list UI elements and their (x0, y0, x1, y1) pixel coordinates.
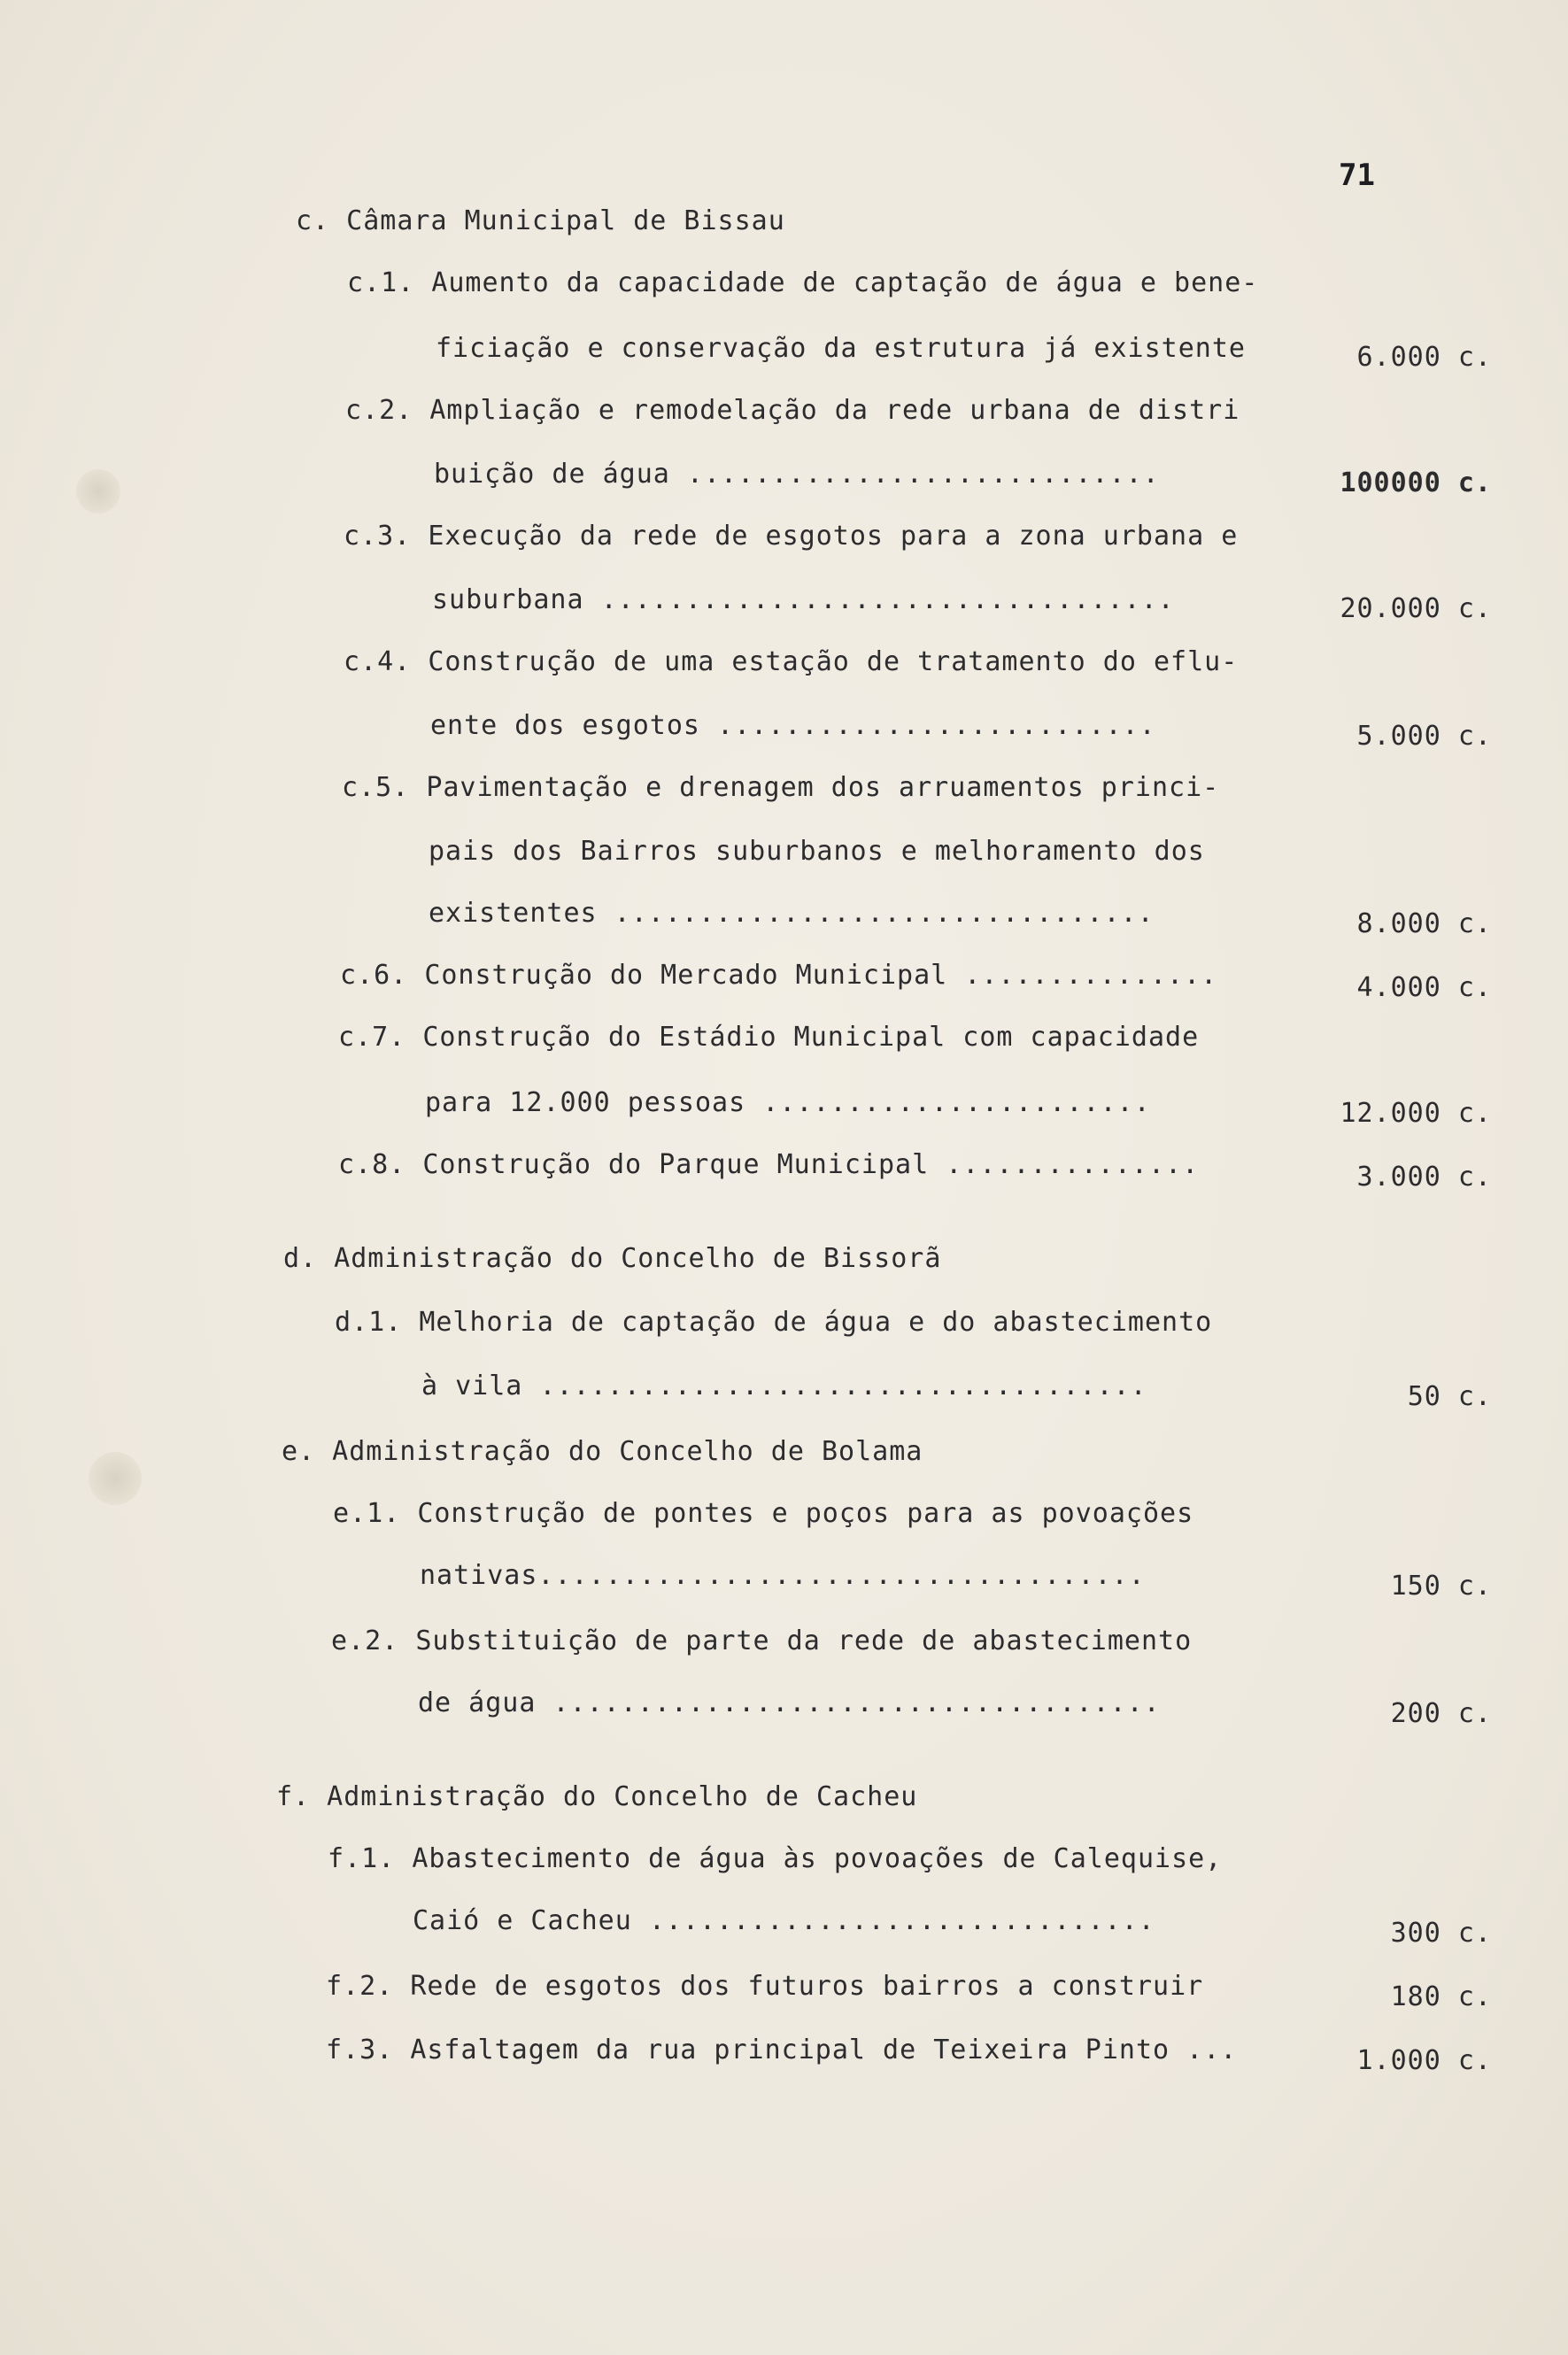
section-heading-f: f. Administração do Concelho de Cacheu (276, 1781, 918, 1812)
item-c3-line-1 (344, 521, 1238, 552)
item-text: Ampliação e remodelação da rede urbana de distri (429, 395, 1240, 426)
item-c1-amount: 6.000 c. (1356, 342, 1492, 373)
item-text: Substituição de parte da rede de abastecimento (415, 1625, 1193, 1656)
item-f2-line-1 (326, 1971, 1203, 2002)
item-d1-line-1 (335, 1307, 1212, 1338)
item-text: Construção do Parque Municipal ............... (422, 1149, 1200, 1180)
item-code: c.3. (344, 521, 412, 552)
item-c1-line-1 (347, 267, 1258, 298)
item-text: Execução da rede de esgotos para a zona urbana e (428, 521, 1239, 552)
item-text: Pavimentação e drenagem dos arruamentos princi- (426, 772, 1220, 803)
item-e1-line-2: nativas.................................... (420, 1560, 1146, 1591)
item-f1-line-1 (328, 1843, 1222, 1874)
item-text: Construção do Estádio Municipal com capacidade (422, 1022, 1200, 1053)
item-c2-line-1 (345, 395, 1240, 426)
item-f3-amount: 1.000 c. (1356, 2045, 1492, 2076)
item-text: Aumento da capacidade de captação de água e bene- (431, 267, 1259, 298)
item-c5-line-3: existentes ................................ (429, 898, 1155, 929)
item-c4-amount: 5.000 c. (1356, 721, 1492, 752)
item-code: e.1. (333, 1498, 401, 1529)
item-c2-line-2: buição de água ............................ (434, 459, 1160, 490)
page-number: 71 (1339, 158, 1375, 193)
item-code: c.7. (338, 1022, 406, 1053)
item-code: f.2. (326, 1971, 394, 2002)
item-c3-line-2: suburbana .................................. (432, 584, 1175, 615)
item-text: Construção de pontes e poços para as povoações (417, 1498, 1194, 1529)
punch-hole-mark (76, 469, 120, 513)
item-code: c.1. (347, 267, 415, 298)
item-c1-line-2: ficiação e conservação da estrutura já existente (436, 333, 1246, 364)
item-text: Asfaltagem da rua principal de Teixeira Pinto ... (410, 2035, 1238, 2065)
item-c7-line-1 (338, 1022, 1199, 1053)
item-code: c.8. (338, 1149, 406, 1180)
item-text: Melhoria de captação de água e do abastecimento (419, 1307, 1213, 1338)
item-e1-amount: 150 c. (1390, 1571, 1492, 1602)
item-c5-line-2: pais dos Bairros suburbanos e melhoramento dos (429, 836, 1205, 867)
item-c8-amount: 3.000 c. (1356, 1162, 1492, 1193)
item-c5-amount: 8.000 c. (1356, 908, 1492, 939)
item-f1-line-2: Caió e Cacheu .............................. (413, 1905, 1155, 1936)
item-f2-amount: 180 c. (1390, 1981, 1492, 2012)
item-e2-line-2: de água .................................... (418, 1687, 1161, 1718)
item-code: c.4. (344, 646, 412, 677)
item-c8-line-1 (338, 1149, 1199, 1180)
item-d1-amount: 50 c. (1407, 1381, 1492, 1412)
section-heading-c: c. Câmara Municipal de Bissau (296, 205, 785, 236)
item-c2-amount: 100000 c. (1340, 467, 1492, 498)
item-code: d.1. (335, 1307, 403, 1338)
item-c4-line-2: ente dos esgotos .......................... (430, 710, 1156, 741)
item-f3-line-1 (326, 2035, 1237, 2065)
item-f1-amount: 300 c. (1390, 1918, 1492, 1949)
item-e2-amount: 200 c. (1390, 1698, 1492, 1729)
section-heading-e: e. Administração do Concelho de Bolama (282, 1436, 923, 1467)
punch-hole-mark (89, 1452, 142, 1505)
item-e1-line-1 (333, 1498, 1193, 1529)
item-code: c.5. (342, 772, 410, 803)
item-text: Construção do Mercado Municipal ............... (424, 960, 1218, 991)
item-c6-amount: 4.000 c. (1356, 972, 1492, 1003)
section-heading-d: d. Administração do Concelho de Bissorã (283, 1243, 942, 1274)
item-c4-line-1 (344, 646, 1238, 677)
item-d1-line-2: à vila .................................... (421, 1371, 1147, 1401)
item-code: c.2. (345, 395, 413, 426)
item-text: Rede de esgotos dos futuros bairros a construir (410, 1971, 1204, 2002)
item-code: f.3. (326, 2035, 394, 2065)
item-code: f.1. (328, 1843, 396, 1874)
item-e2-line-1 (331, 1625, 1192, 1656)
item-text: Construção de uma estação de tratamento do eflu- (428, 646, 1239, 677)
item-text: Abastecimento de água às povoações de Calequise, (412, 1843, 1223, 1874)
item-c6-line-1 (340, 960, 1217, 991)
item-c5-line-1 (342, 772, 1219, 803)
item-c7-line-2: para 12.000 pessoas ....................... (425, 1087, 1151, 1118)
item-c3-amount: 20.000 c. (1340, 593, 1492, 624)
item-code: c.6. (340, 960, 408, 991)
item-c7-amount: 12.000 c. (1340, 1098, 1492, 1129)
item-code: e.2. (331, 1625, 399, 1656)
